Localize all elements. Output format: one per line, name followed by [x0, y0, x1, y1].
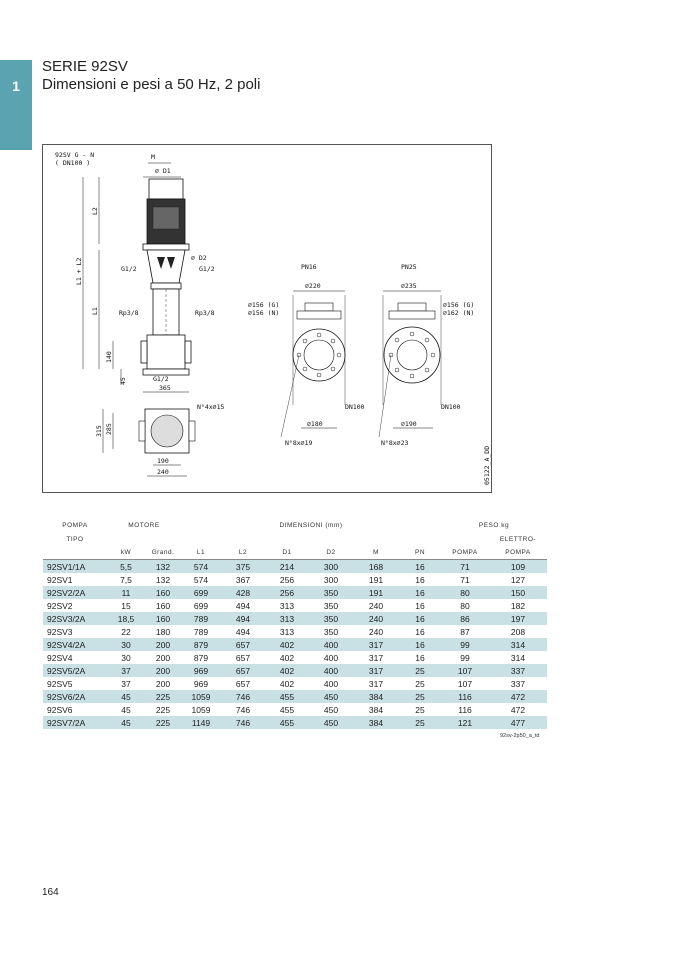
table-cell: 789	[181, 612, 221, 625]
label-l1l2: L1 + L2	[75, 257, 83, 285]
table-cell: 969	[193, 678, 209, 689]
table-cell: 208	[510, 626, 526, 637]
label-365: 365	[159, 384, 171, 392]
lantern	[147, 250, 185, 283]
table-cell: 15	[121, 600, 131, 611]
table-cell: 116	[441, 690, 489, 703]
table-cell: 160	[145, 586, 181, 599]
table-cell: 402	[265, 664, 309, 677]
table-cell: 337	[489, 664, 547, 677]
table-cell: 25	[399, 690, 441, 703]
page-number: 164	[42, 887, 59, 898]
label-g12-left: G1/2	[121, 265, 137, 273]
table-cell: 402	[279, 652, 295, 663]
drawing-model: 92SV G - N	[55, 151, 95, 159]
table-body	[43, 560, 547, 730]
header-col: Grand.	[145, 546, 181, 560]
pump-type-cell: 92SV6	[47, 704, 73, 715]
table-cell: 30	[121, 652, 131, 663]
drawing-ref: 05122_A_DD	[483, 445, 491, 485]
table-cell: 879	[193, 652, 209, 663]
table-cell: 22	[121, 626, 131, 637]
table-cell: 25	[399, 716, 441, 729]
pn16-d220: ⌀220	[305, 282, 321, 290]
table-cell: 200	[155, 652, 171, 663]
pn25-n: ⌀162 (N)	[443, 309, 475, 317]
label-d2: ⌀ D2	[191, 254, 207, 262]
table-cell: 402	[279, 678, 295, 689]
table-cell: 107	[441, 664, 489, 677]
label-190: 190	[157, 457, 169, 465]
section-number: 1	[12, 78, 20, 94]
header-col: D1	[265, 546, 309, 560]
table-cell: 191	[368, 574, 384, 585]
pump-type-cell: 92SV1	[47, 574, 73, 585]
table-cell: 80	[441, 586, 489, 599]
pump-type-cell: 92SV4	[47, 652, 73, 663]
table-cell: 99	[441, 638, 489, 651]
table-row	[43, 625, 547, 638]
table-cell: 45	[107, 716, 145, 729]
table-cell: 16	[399, 638, 441, 651]
table-cell: 1059	[181, 690, 221, 703]
label-rp38-left: Rp3/8	[119, 309, 139, 317]
label-285: 285	[105, 423, 113, 435]
label-n4x15: N°4x⌀15	[197, 403, 225, 411]
header-dimensioni: DIMENSIONI (mm)	[279, 521, 343, 529]
table-cell: 87	[460, 626, 470, 637]
table-cell: 450	[309, 716, 353, 729]
table-cell: 240	[368, 600, 384, 611]
table-cell: 18,5	[107, 612, 145, 625]
table-cell: 574	[193, 574, 209, 585]
table-cell: 317	[368, 652, 384, 663]
table-cell: 455	[265, 690, 309, 703]
table-cell: 317	[353, 664, 399, 677]
table-cell: 200	[145, 664, 181, 677]
table-row	[43, 664, 547, 677]
table-cell: 16	[415, 600, 425, 611]
table-row	[43, 690, 547, 703]
table-cell: 746	[221, 690, 265, 703]
table-cell: 180	[155, 626, 171, 637]
pump-type-cell: 92SV4/2A	[43, 638, 107, 651]
table-cell: 384	[353, 716, 399, 729]
label-g12-right: G1/2	[199, 265, 215, 273]
table-cell: 132	[145, 560, 181, 574]
pn16-g: ⌀156 (G)	[248, 301, 280, 309]
table-cell: 350	[323, 626, 339, 637]
table-cell: 699	[193, 600, 209, 611]
table-cell: 314	[510, 652, 526, 663]
table-cell: 1059	[191, 704, 211, 715]
table-cell: 789	[193, 626, 209, 637]
pump-type-cell: 92SV1/1A	[43, 560, 107, 574]
header-units-row	[43, 546, 547, 560]
table-cell: 657	[235, 678, 251, 689]
table-cell: 240	[353, 612, 399, 625]
table-cell: 16	[415, 652, 425, 663]
table-cell: 400	[309, 638, 353, 651]
header-col: kW	[107, 546, 145, 560]
table-cell: 132	[155, 574, 171, 585]
pn25-d235: ⌀235	[401, 282, 417, 290]
table-cell: 313	[265, 612, 309, 625]
table-cell: 225	[145, 716, 181, 729]
table-cell: 384	[368, 704, 384, 715]
table-cell: 455	[265, 716, 309, 729]
table-cell: 25	[415, 678, 425, 689]
table-cell: 99	[460, 652, 470, 663]
table-cell: 657	[235, 652, 251, 663]
table-cell: 240	[368, 626, 384, 637]
table-cell: 317	[353, 638, 399, 651]
table-cell: 121	[441, 716, 489, 729]
table-cell: 450	[309, 690, 353, 703]
header-elettro: ELETTRO-	[499, 535, 537, 543]
motor-fan-cover	[149, 179, 183, 199]
page-title: SERIE 92SV	[42, 58, 128, 75]
pump-type-cell: 92SV3	[47, 626, 73, 637]
table-cell: 150	[489, 586, 547, 599]
table-cell: 256	[265, 586, 309, 599]
table-cell: 225	[155, 704, 171, 715]
table-cell: 313	[279, 626, 295, 637]
table-cell: 86	[441, 612, 489, 625]
table-row	[43, 651, 547, 664]
header-col: L1	[181, 546, 221, 560]
table-cell: 30	[107, 638, 145, 651]
table-cell: 317	[368, 678, 384, 689]
spec-table	[43, 518, 547, 729]
table-cell: 300	[323, 574, 339, 585]
table-cell: 472	[510, 704, 526, 715]
table-cell: 450	[323, 704, 339, 715]
label-240: 240	[157, 468, 169, 476]
label-g12-bottom: G1/2	[153, 375, 169, 383]
table-row	[43, 599, 547, 612]
table-cell: 5,5	[107, 560, 145, 574]
table-cell: 384	[353, 690, 399, 703]
table-row	[43, 703, 547, 716]
table-cell: 225	[145, 690, 181, 703]
table-cell: 45	[107, 690, 145, 703]
table-cell: 168	[353, 560, 399, 574]
table-cell: 746	[235, 704, 251, 715]
table-cell: 402	[265, 638, 309, 651]
table-cell: 428	[221, 586, 265, 599]
header-pompa: POMPA	[62, 521, 88, 529]
table-cell: 494	[221, 612, 265, 625]
table-cell: 472	[489, 690, 547, 703]
table-cell: 16	[415, 574, 425, 585]
header-motore: MOTORE	[128, 521, 160, 529]
table-cell: 477	[489, 716, 547, 729]
table-cell: 337	[510, 678, 526, 689]
table-cell: 657	[221, 664, 265, 677]
table-cell: 182	[510, 600, 526, 611]
pn25-dn: DN100	[441, 403, 461, 411]
table-cell: 375	[221, 560, 265, 574]
drawing-svg	[43, 145, 493, 494]
header-col: POMPA	[489, 546, 547, 560]
pn16-d180: ⌀180	[307, 420, 323, 428]
table-cell: 969	[181, 664, 221, 677]
label-m: M	[151, 153, 155, 161]
table-cell: 300	[309, 560, 353, 574]
pn25-d190: ⌀190	[401, 420, 417, 428]
header-tipo: TIPO	[66, 535, 84, 543]
table-cell: 455	[279, 704, 295, 715]
pn25-title: PN25	[401, 263, 417, 271]
table-cell: 400	[309, 664, 353, 677]
table-cell: 197	[489, 612, 547, 625]
table-cell: 367	[235, 574, 251, 585]
table-row	[43, 716, 547, 729]
table-row	[43, 677, 547, 690]
label-140: 140	[105, 351, 113, 363]
pump-type-cell: 92SV5/2A	[43, 664, 107, 677]
table-cell: 350	[309, 612, 353, 625]
page-subtitle: Dimensioni e pesi a 50 Hz, 2 poli	[42, 76, 261, 93]
table-cell: 313	[279, 600, 295, 611]
table-cell: 1149	[181, 716, 221, 729]
table-cell: 16	[399, 586, 441, 599]
table-cell: 746	[221, 716, 265, 729]
pump-type-cell: 92SV3/2A	[43, 612, 107, 625]
table-cell: 494	[235, 600, 251, 611]
table-cell: 200	[155, 678, 171, 689]
table-cell: 214	[265, 560, 309, 574]
label-rp38-right: Rp3/8	[195, 309, 215, 317]
table-cell: 494	[235, 626, 251, 637]
pump-type-cell: 92SV2	[47, 600, 73, 611]
pn16-dn: DN100	[345, 403, 365, 411]
pn16-n: ⌀156 (N)	[248, 309, 280, 317]
technical-drawing	[42, 144, 492, 493]
table-cell: 350	[309, 586, 353, 599]
table-cell: 11	[107, 586, 145, 599]
label-45: 45	[119, 377, 127, 385]
table-row	[43, 586, 547, 599]
table-cell: 879	[181, 638, 221, 651]
table-cell: 16	[415, 626, 425, 637]
table-cell: 25	[415, 704, 425, 715]
table-row	[43, 560, 547, 574]
header-col: PN	[399, 546, 441, 560]
table-cell: 71	[460, 574, 470, 585]
table-cell: 37	[121, 678, 131, 689]
table-cell: 256	[279, 574, 295, 585]
header-peso: PESO kg	[478, 521, 510, 529]
pn16-holes: N°8x⌀19	[285, 439, 313, 447]
pn16-title: PN16	[301, 263, 317, 271]
header-col: POMPA	[441, 546, 489, 560]
table-cell: 107	[457, 678, 473, 689]
table-row	[43, 573, 547, 586]
table-cell: 80	[460, 600, 470, 611]
drawing-dn: ( DN100 )	[55, 159, 91, 167]
table-cell: 37	[107, 664, 145, 677]
table-cell: 400	[323, 678, 339, 689]
table-cell: 16	[399, 612, 441, 625]
pn25-holes: N°8x⌀23	[381, 439, 409, 447]
header-col: L2	[221, 546, 265, 560]
table-cell: 314	[489, 638, 547, 651]
pump-base	[147, 335, 185, 369]
label-l2: L2	[91, 207, 99, 215]
label-d1: ⌀ D1	[155, 167, 171, 175]
table-cell: 699	[181, 586, 221, 599]
table-cell: 71	[441, 560, 489, 574]
table-cell: 350	[323, 600, 339, 611]
table-row	[43, 638, 547, 651]
table-cell: 25	[399, 664, 441, 677]
table-cell: 45	[121, 704, 131, 715]
table-cell: 116	[458, 704, 472, 715]
label-315: 315	[95, 425, 103, 437]
table-cell: 127	[510, 574, 526, 585]
pump-type-cell: 92SV2/2A	[43, 586, 107, 599]
table-cell: 400	[323, 652, 339, 663]
label-l1: L1	[91, 307, 99, 315]
table-cell: 200	[145, 638, 181, 651]
table-cell: 109	[489, 560, 547, 574]
header-col: M	[353, 546, 399, 560]
section-tab	[0, 60, 32, 150]
table-cell: 191	[353, 586, 399, 599]
header-col: D2	[309, 546, 353, 560]
table-cell: 657	[221, 638, 265, 651]
pn25-g: ⌀156 (G)	[443, 301, 475, 309]
table-cell: 7,5	[120, 574, 132, 585]
table-cell: 160	[155, 600, 171, 611]
pump-type-cell: 92SV7/2A	[43, 716, 107, 729]
pump-type-cell: 92SV6/2A	[43, 690, 107, 703]
table-cell: 16	[399, 560, 441, 574]
table-cell: 160	[145, 612, 181, 625]
table-code: 92sv-2p50_a_td	[500, 733, 540, 739]
table-row	[43, 612, 547, 625]
table-cell: 574	[181, 560, 221, 574]
pump-type-cell: 92SV5	[47, 678, 73, 689]
